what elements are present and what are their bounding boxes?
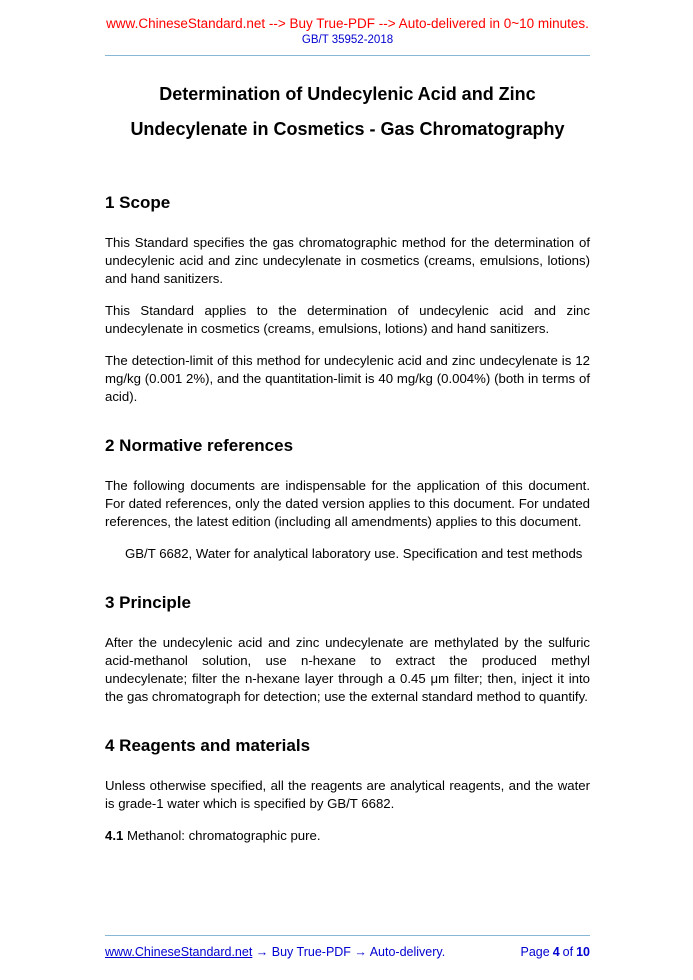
reagents-item-4-1 xyxy=(105,827,590,845)
scope-paragraph-3: The detection-limit of this method for undecylenic acid and zinc undecylenate is 12 mg/kg (0.001 2%), and the quantitation-limit is 40 mg/kg (0.004%) (both in terms of acid). xyxy=(105,353,590,404)
section-heading-normative-references: 2 Normative references xyxy=(105,436,294,455)
footer-promo-line xyxy=(105,945,445,960)
normative-references-paragraph: The following documents are indispensable for the application of this document. For dated references, only the dated version applies to this document. For undated references, the latest edition (including all amendments) applies to this document. xyxy=(105,478,590,529)
doc-number: GB/T 35952-2018 xyxy=(301,34,394,46)
page-of-label: of xyxy=(562,945,574,959)
reagents-paragraph: Unless otherwise specified, all the reagents are analytical reagents, and the water is grade-1 water which is specified by GB/T 6682. xyxy=(105,778,590,811)
reagents-item-4-1-text: Methanol: chromatographic pure. xyxy=(123,828,321,843)
section-heading-principle: 3 Principle xyxy=(105,593,191,612)
footer-site-link[interactable]: www.ChineseStandard.net xyxy=(105,945,253,959)
page-indicator xyxy=(521,945,591,960)
page-label: Page xyxy=(520,945,550,959)
page-total: 10 xyxy=(576,945,590,959)
header-divider xyxy=(105,55,590,56)
document-title-line-1: Determination of Undecylenic Acid and Zinc xyxy=(159,84,536,104)
promo-banner: www.ChineseStandard.net --> Buy True-PDF --> Auto-delivered in 0~10 minutes. xyxy=(106,16,589,31)
normative-reference-entry: GB/T 6682, Water for analytical laboratory use. Specification and test methods xyxy=(125,546,583,561)
scope-paragraph-1: This Standard specifies the gas chromatographic method for the determination of undecylenic acid and zinc undecylenate in cosmetics (creams, emulsions, lotions) and hand sanitizers. xyxy=(105,235,590,286)
page-number: 4 xyxy=(552,945,560,959)
section-heading-reagents: 4 Reagents and materials xyxy=(105,736,311,755)
section-heading-scope: 1 Scope xyxy=(105,193,171,212)
document-title-line-2: Undecylenate in Cosmetics - Gas Chromatography xyxy=(130,119,565,139)
footer-promo-tail: → Buy True-PDF → Auto-delivery. xyxy=(252,945,446,959)
footer-divider xyxy=(105,935,590,936)
reagents-item-4-1-number: 4.1 xyxy=(105,828,124,843)
scope-paragraph-2: This Standard applies to the determination of undecylenic acid and zinc undecylenate in cosmetics (creams, emulsions, lotions) and hand sanitizers. xyxy=(105,303,590,336)
page-footer xyxy=(105,935,590,960)
principle-paragraph: After the undecylenic acid and zinc undecylenate are methylated by the sulfuric acid-methanol solution, use n-hexane to extract the produced methyl undecylenate; filter the n-hexane layer through a 0.45 μm filter; then, inject it into the gas chromatograph for detection; use the external standard method to quantify. xyxy=(105,635,590,704)
document-title xyxy=(105,84,590,139)
